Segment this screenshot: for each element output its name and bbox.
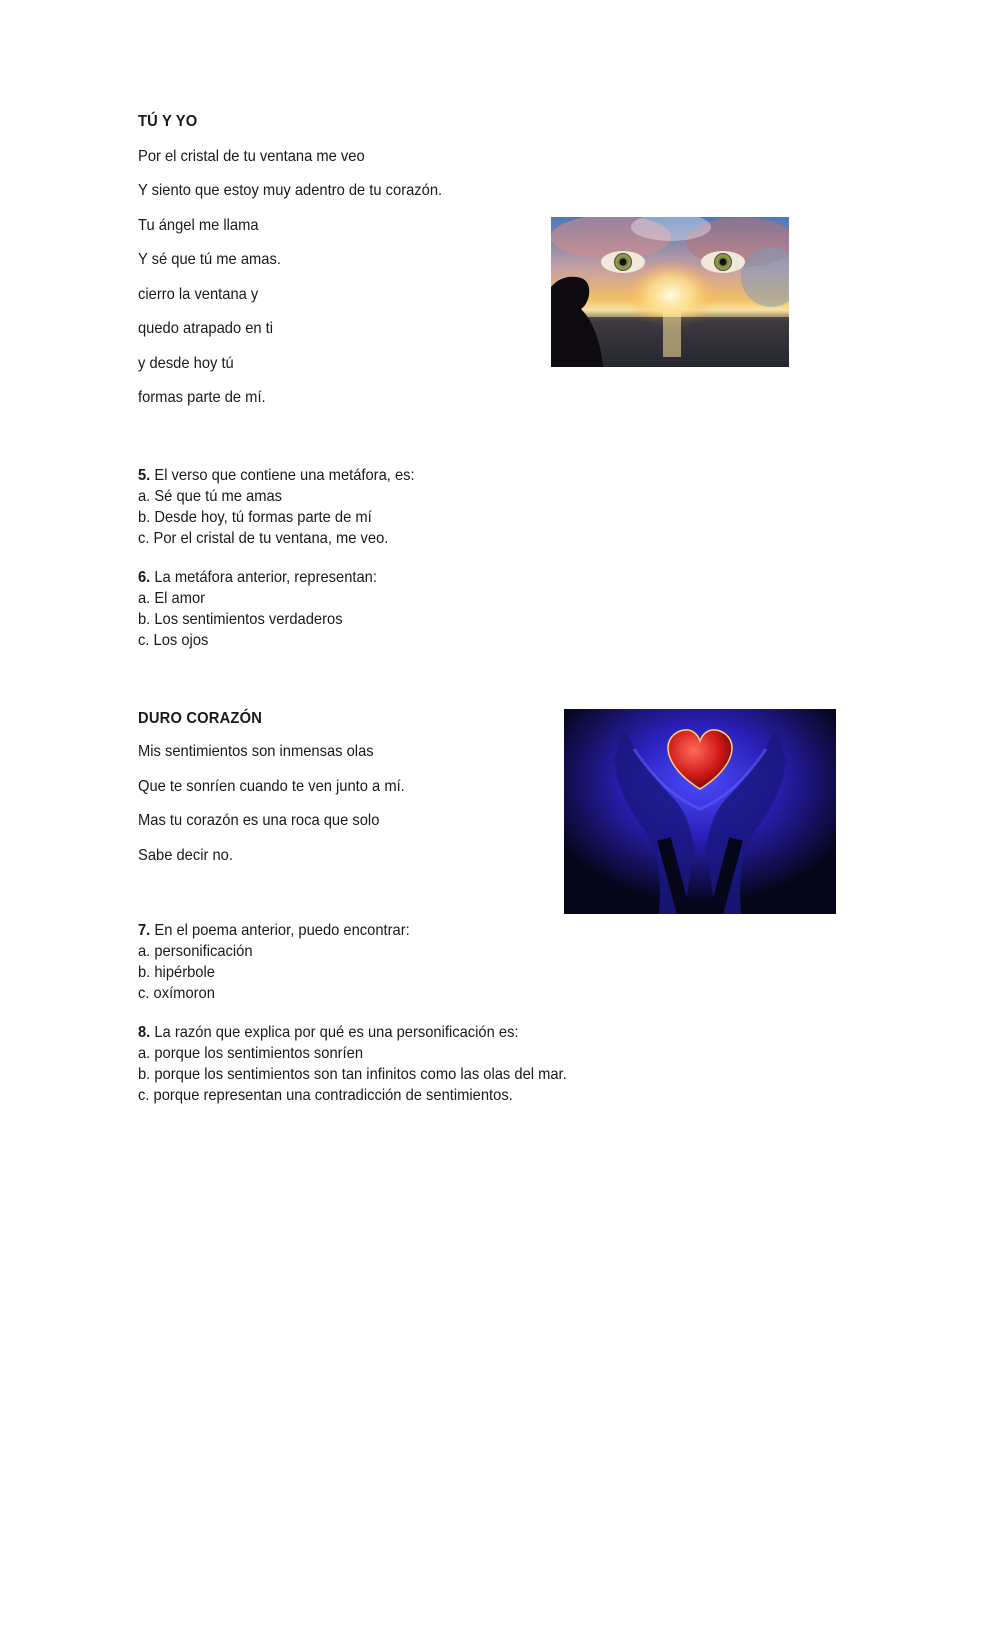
question-number: 6. bbox=[138, 569, 151, 586]
question-text: En el poema anterior, puedo encontrar: bbox=[154, 922, 410, 939]
poem2-title: DURO CORAZÓN bbox=[138, 710, 263, 727]
question-text: La metáfora anterior, representan: bbox=[154, 569, 377, 586]
heart-hands-image bbox=[564, 709, 836, 914]
answer-option: a. Sé que tú me amas bbox=[138, 488, 283, 505]
poem1-line: y desde hoy tú bbox=[138, 355, 234, 372]
poem2-line: Sabe decir no. bbox=[138, 847, 233, 864]
poem1-title: TÚ Y YO bbox=[138, 113, 198, 130]
sunset-eyes-image bbox=[551, 217, 789, 367]
poem1-line: Tu ángel me llama bbox=[138, 217, 259, 234]
poem1-line: formas parte de mí. bbox=[138, 389, 266, 406]
poem1-line: cierro la ventana y bbox=[138, 286, 259, 303]
question-number: 5. bbox=[138, 467, 151, 484]
poem2-line: Que te sonríen cuando te ven junto a mí. bbox=[138, 778, 405, 795]
question-number: 7. bbox=[138, 922, 151, 939]
answer-option: b. Desde hoy, tú formas parte de mí bbox=[138, 509, 372, 526]
sunset-eyes-graphic bbox=[551, 217, 789, 367]
question-text: La razón que explica por qué es una personificación es: bbox=[154, 1024, 519, 1041]
question-text: El verso que contiene una metáfora, es: bbox=[154, 467, 415, 484]
poem1-line: Por el cristal de tu ventana me veo bbox=[138, 148, 365, 165]
answer-option: c. porque representan una contradicción de sentimientos. bbox=[138, 1087, 513, 1104]
answer-option: b. hipérbole bbox=[138, 964, 215, 981]
answer-option: b. Los sentimientos verdaderos bbox=[138, 611, 343, 628]
question-8 bbox=[138, 1022, 567, 1106]
poem2-line: Mas tu corazón es una roca que solo bbox=[138, 812, 380, 829]
heart-hands-graphic bbox=[564, 709, 836, 914]
poem1-line: Y sé que tú me amas. bbox=[138, 251, 281, 268]
answer-option: b. porque los sentimientos son tan infinitos como las olas del mar. bbox=[138, 1066, 567, 1083]
answer-option: c. Los ojos bbox=[138, 632, 209, 649]
answer-option: c. oxímoron bbox=[138, 985, 215, 1002]
answer-option: c. Por el cristal de tu ventana, me veo. bbox=[138, 530, 389, 547]
answer-option: a. El amor bbox=[138, 590, 206, 607]
answer-option: a. porque los sentimientos sonríen bbox=[138, 1045, 364, 1062]
poem1-line: Y siento que estoy muy adentro de tu corazón. bbox=[138, 182, 443, 199]
question-6 bbox=[138, 567, 377, 651]
question-7 bbox=[138, 920, 410, 1004]
poem1-line: quedo atrapado en ti bbox=[138, 320, 274, 337]
poem2-line: Mis sentimientos son inmensas olas bbox=[138, 743, 374, 760]
question-number: 8. bbox=[138, 1024, 151, 1041]
answer-option: a. personificación bbox=[138, 943, 253, 960]
question-5 bbox=[138, 465, 415, 549]
